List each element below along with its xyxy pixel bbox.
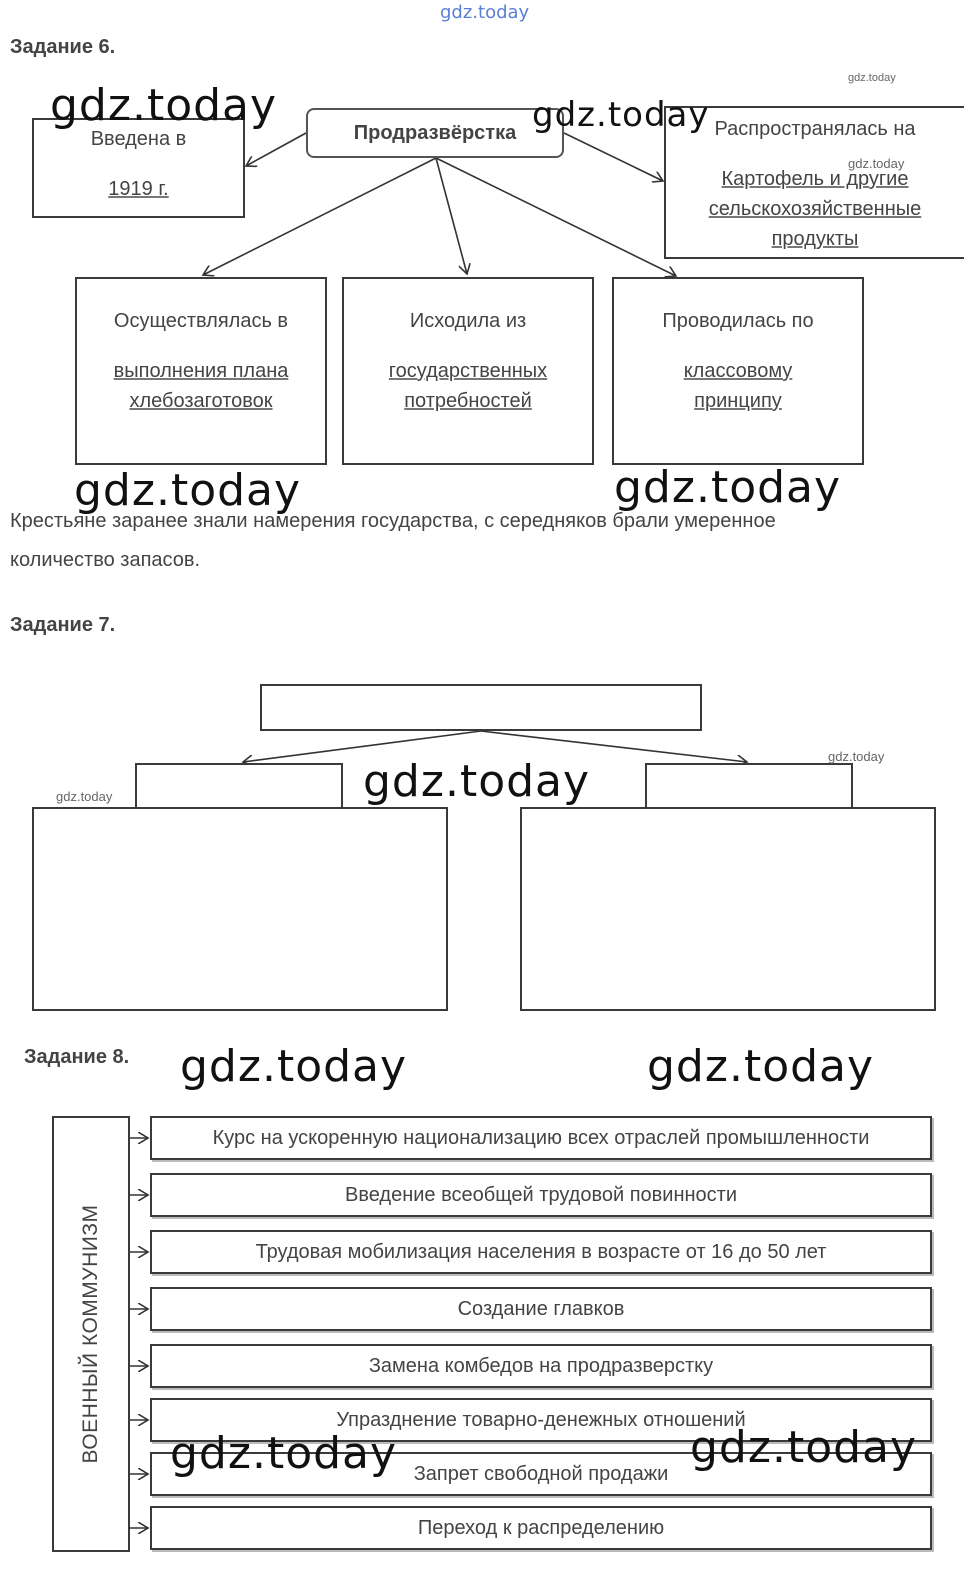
watermark-text: gdz.today	[180, 1041, 408, 1092]
watermark-text: gdz.today	[690, 1422, 918, 1473]
task7-right-large-box	[520, 807, 936, 1011]
spread-value-1: Картофель и другие	[721, 168, 909, 190]
task6-note-line1: Крестьяне заранее знали намерения государства, с середняков брали умеренное	[10, 510, 776, 532]
policy-item: Курс на ускоренную национализацию всех отраслей промышленности	[150, 1116, 932, 1160]
task6-note-line2: количество запасов.	[10, 549, 201, 571]
principle-label: Проводилась по	[662, 310, 814, 332]
based-label: Исходила из	[409, 310, 527, 332]
spread-value-2: сельскохозяйственные	[708, 198, 922, 220]
policy-item: Запрет свободной продажи	[150, 1452, 932, 1496]
task7-left-small-box	[135, 763, 343, 809]
spread-value-3: продукты	[771, 228, 859, 250]
site-logo: gdz.today	[440, 2, 530, 23]
watermark-small: gdz.today	[828, 749, 885, 764]
center-node	[306, 108, 564, 158]
watermark-text: gdz.today	[74, 465, 302, 516]
policy-item: Переход к распределению	[150, 1506, 932, 1550]
based-value-2: потребностей	[404, 390, 532, 412]
principle-value-1: классовому	[683, 360, 793, 382]
task8-heading: Задание 8.	[24, 1046, 130, 1068]
carried-value-1: выполнения плана	[113, 360, 289, 382]
watermark-text: gdz.today	[532, 95, 710, 135]
carried-label: Осуществлялась в	[113, 310, 289, 332]
task6-heading: Задание 6.	[10, 36, 116, 58]
watermark-small: gdz.today	[848, 156, 905, 171]
introduced-label: Введена в	[90, 128, 187, 150]
carried-box	[75, 277, 327, 465]
watermark-text: gdz.today	[170, 1428, 398, 1479]
watermark-text: gdz.today	[363, 756, 591, 807]
task7-heading: Задание 7.	[10, 614, 116, 636]
policy-item: Замена комбедов на продразверстку	[150, 1344, 932, 1388]
task7-left-large-box	[32, 807, 448, 1011]
policy-item: Трудовая мобилизация населения в возрасте от 16 до 50 лет	[150, 1230, 932, 1274]
principle-value-2: принципу	[694, 390, 782, 412]
spread-label: Распространялась на	[714, 118, 916, 140]
policy-item: Упразднение товарно-денежных отношений	[150, 1398, 932, 1442]
policy-item: Введение всеобщей трудовой повинности	[150, 1173, 932, 1217]
task7-top-box	[260, 684, 702, 731]
task7-right-small-box	[645, 763, 853, 809]
watermark-small: gdz.today	[848, 72, 896, 84]
watermark-text: gdz.today	[50, 80, 278, 131]
based-value-1: государственных	[388, 360, 548, 382]
war-communism-label: ВОЕННЫЙ КОММУНИЗМ	[79, 1204, 102, 1464]
carried-value-2: хлебозаготовок	[129, 390, 273, 412]
watermark-text: gdz.today	[647, 1041, 875, 1092]
watermark-text: gdz.today	[614, 462, 842, 513]
policy-item: Создание главков	[150, 1287, 932, 1331]
center-node-label: Продразвёрстка	[353, 122, 517, 144]
introduced-box	[32, 118, 245, 218]
principle-box	[612, 277, 864, 465]
introduced-value: 1919 г.	[108, 178, 169, 200]
war-communism-side-box	[52, 1116, 130, 1552]
watermark-small: gdz.today	[56, 789, 113, 804]
based-box	[342, 277, 594, 465]
